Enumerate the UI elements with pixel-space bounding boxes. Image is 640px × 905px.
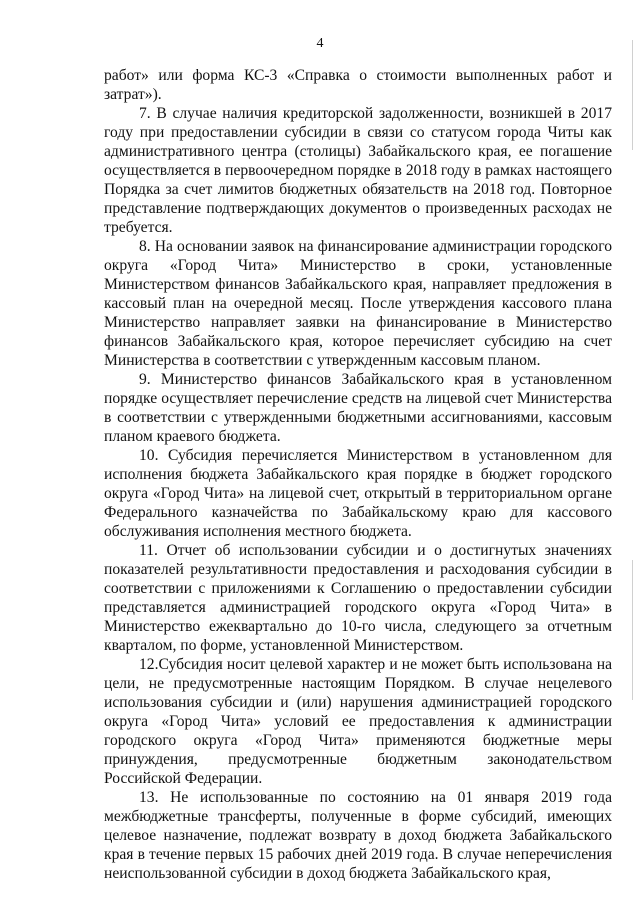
paragraph-13: 13. Не использованные по состоянию на 01 января 2019 года межбюджетные трансферты, полученные в форме субсидий, имеющих целевое назначение, подлежат возврату в доход бюджета Забайкальского края в течение первых 15 рабочих дней 2019 года. В случае неперечисления неиспользованной субсидии в доход бюджета Забайкальского края, <box>104 789 612 882</box>
scan-edge-mark-bottom <box>632 560 633 700</box>
paragraph-7: 7. В случае наличия кредиторской задолженности, возникшей в 2017 году при предоставлении субсидии в связи со статусом города Читы как административного центра (столицы) Забайкальского края, ее погашение осуществляется в первоочередном порядке в 2018 году в рамках настоящего Порядка за счет лимитов бюджетных обязательств на 2018 год. Повторное представление подтверждающих документов о произведенных расходах не требуется. <box>104 105 612 236</box>
paragraph-8: 8. На основании заявок на финансирование администрации городского округа «Город Чита» Министерство в сроки, установленные Министерством финансов Забайкальского края, направляет предложения в кассовый план на очередной месяц. После утверждения кассового плана Министерство направляет заявки на финансирование в Министерство финансов Забайкальского края, которое перечисляет субсидию на счет Министерства в соответствии с утвержденным кассовым планом. <box>104 238 612 369</box>
paragraph-continuation: работ» или форма КС-3 «Справка о стоимости выполненных работ и затрат»). <box>104 67 612 103</box>
scan-edge-mark-top <box>632 40 633 150</box>
paragraph-10: 10. Субсидия перечисляется Министерством в установленном для исполнения бюджета Забайкальского края порядке в бюджет городского округа «Город Чита» на лицевой счет, открытый в территориальном органе Федерального казначейства по Забайкальскому краю для кассового обслуживания исполнения местного бюджета. <box>104 447 612 540</box>
paragraph-12: 12.Субсидия носит целевой характер и не может быть использована на цели, не предусмотренные настоящим Порядком. В случае нецелевого использования субсидии и (или) нарушения администрацией городского округа «Город Чита» условий ее предоставления к администрации городского округа «Город Чита» применяются бюджетные меры принуждения, предусмотренные бюджетным законодательством Российской Федерации. <box>104 656 612 787</box>
page-number: 4 <box>316 36 324 51</box>
paragraph-9: 9. Министерство финансов Забайкальского края в установленном порядке осуществляет перечисление средств на лицевой счет Министерства в соответствии с утвержденными бюджетными ассигнованиями, кассовым планом краевого бюджета. <box>104 371 612 445</box>
document-body <box>104 66 612 883</box>
paragraph-11: 11. Отчет об использовании субсидии и о достигнутых значениях показателей результативности предоставления и расходования субсидии в соответствии с приложениями к Соглашению о предоставлении субсидии представляется администрацией городского округа «Город Чита» в Министерство ежеквартально до 10-го числа, следующего за отчетным кварталом, по форме, установленной Министерством. <box>104 542 612 654</box>
